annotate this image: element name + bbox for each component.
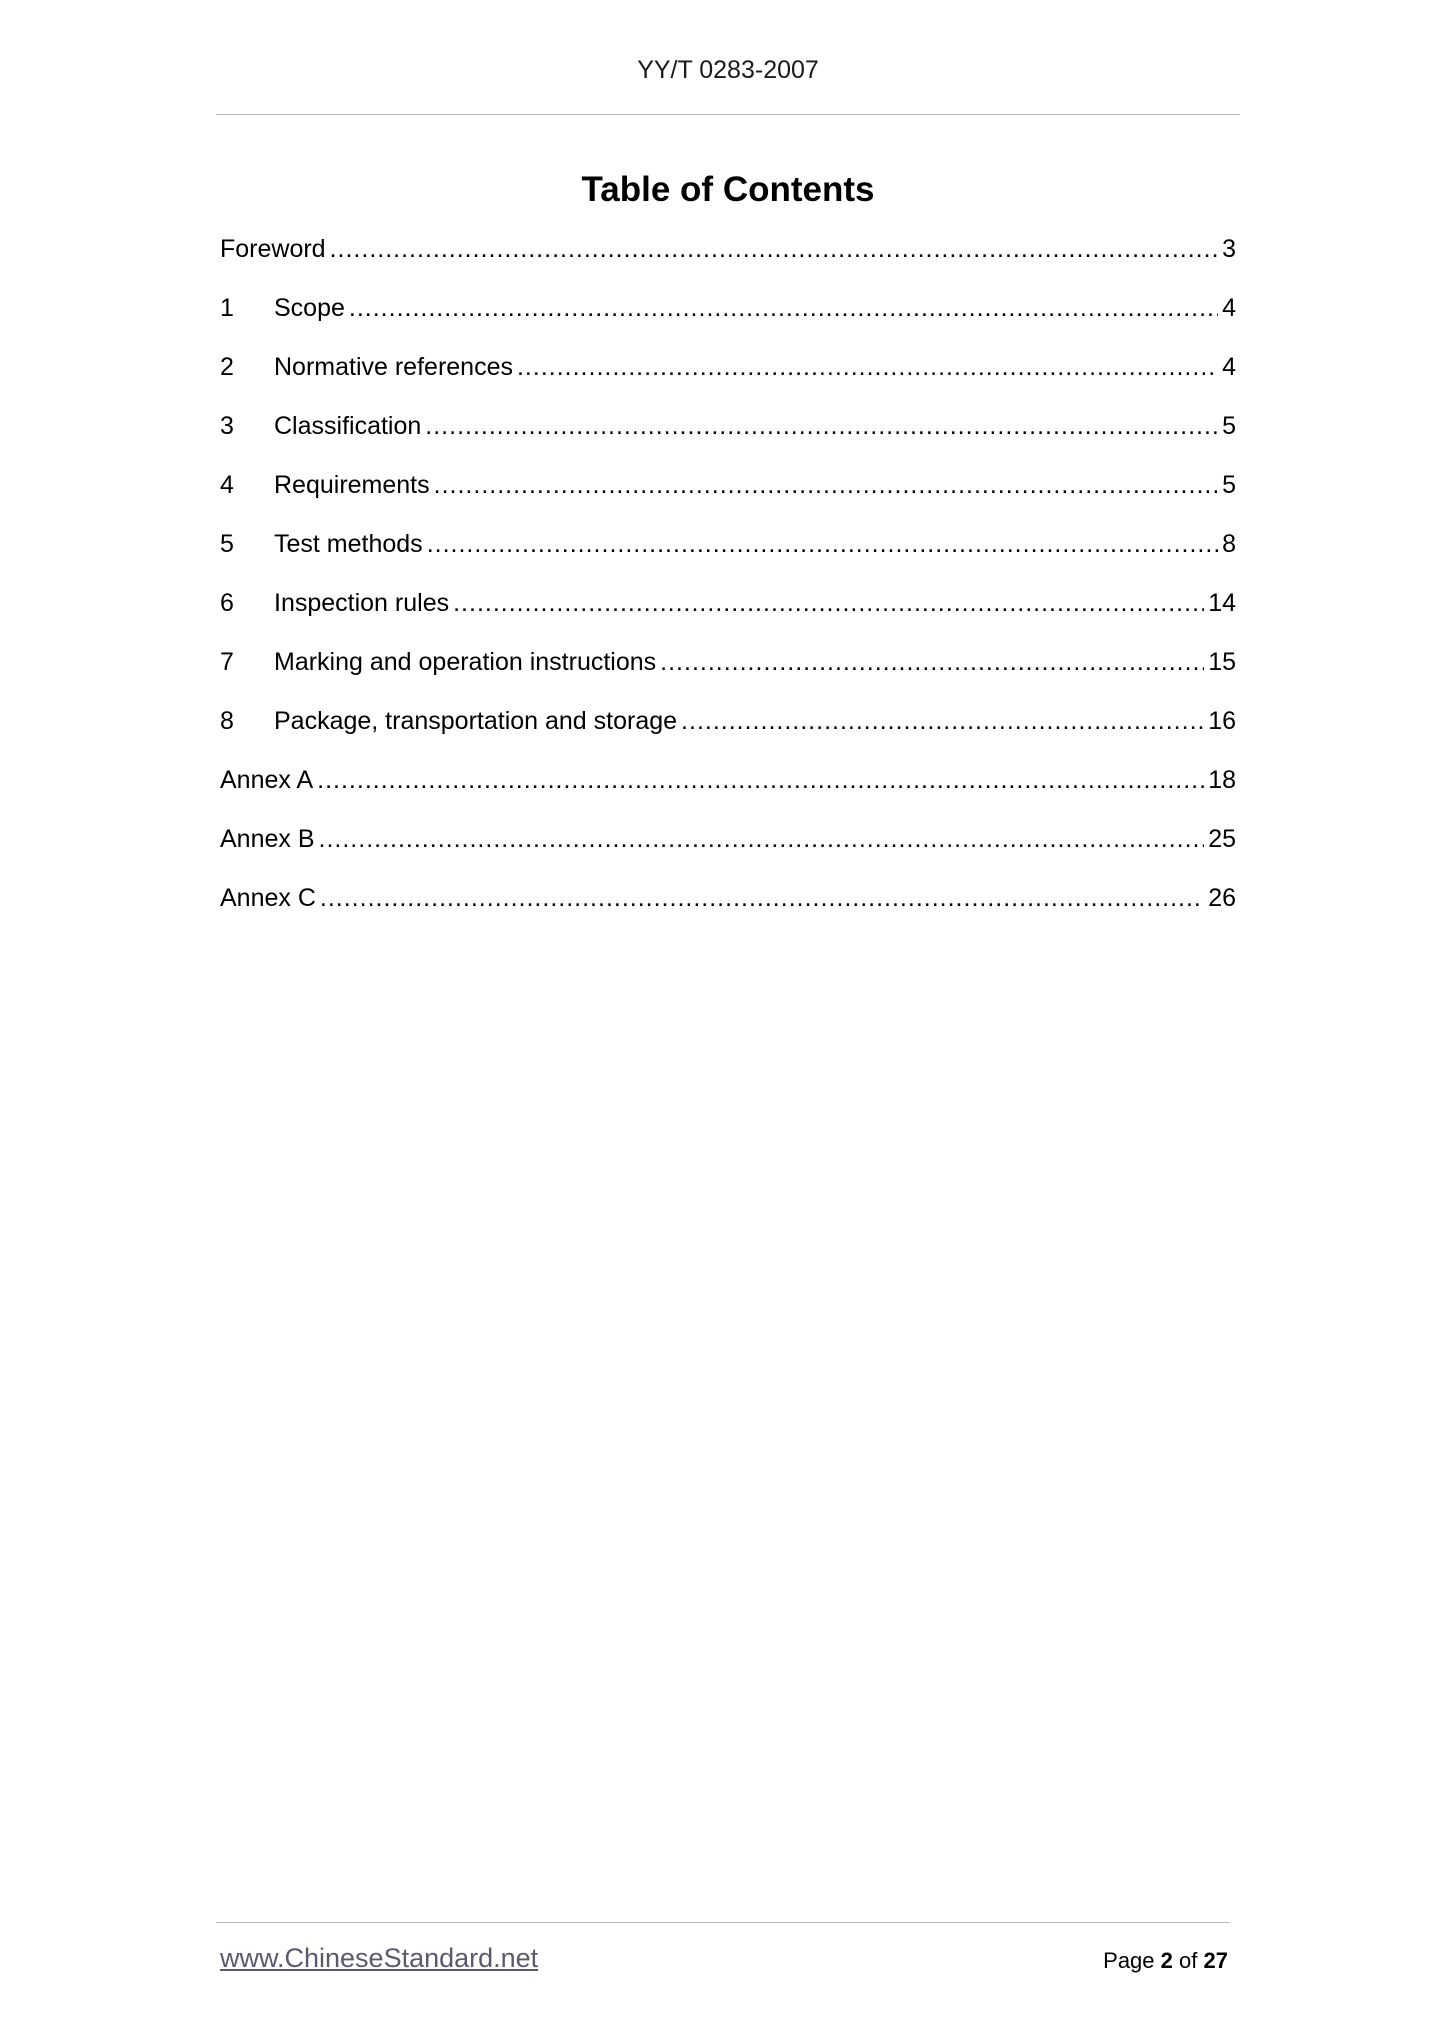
- toc-entry-label: Requirements: [274, 471, 430, 499]
- toc-entry-foreword[interactable]: [220, 229, 1236, 288]
- toc-entry-number: 1: [220, 294, 234, 322]
- toc-entry-scope[interactable]: [220, 288, 1236, 347]
- toc-entry-test-methods[interactable]: [220, 524, 1236, 583]
- header-divider: [216, 114, 1240, 115]
- toc-entry-label: Annex B: [220, 825, 315, 853]
- toc-entry-classification[interactable]: [220, 406, 1236, 465]
- toc-entry-label: Classification: [274, 412, 422, 440]
- toc-entry-label: Test methods: [274, 530, 423, 558]
- toc-dot-leader: [681, 701, 1204, 741]
- toc-title: Table of Contents: [581, 170, 875, 209]
- toc-dot-leader: [427, 524, 1218, 564]
- toc-entry-label: Package, transportation and storage: [274, 707, 678, 735]
- toc-entry-number: 2: [220, 353, 234, 381]
- toc-entry-page: 3: [1222, 235, 1236, 263]
- toc-entry-number: 8: [220, 707, 234, 735]
- page-of-label: of: [1179, 1948, 1198, 1973]
- toc-entry-label: Annex C: [220, 884, 316, 912]
- toc-entry-page: 14: [1208, 589, 1236, 617]
- toc-entry-annex-b[interactable]: [220, 819, 1236, 878]
- toc-dot-leader: [320, 878, 1204, 918]
- toc-entry-label: Scope: [274, 294, 345, 322]
- toc-entry-annex-a[interactable]: [220, 760, 1236, 819]
- toc-entry-page: 4: [1222, 353, 1236, 381]
- toc-entry-page: 16: [1208, 707, 1236, 735]
- toc-entry-number: 7: [220, 648, 234, 676]
- toc-dot-leader: [517, 347, 1218, 387]
- document-code-header: YY/T 0283-2007: [637, 56, 819, 84]
- toc-entry-marking-instructions[interactable]: [220, 642, 1236, 701]
- toc-dot-leader: [317, 760, 1204, 800]
- toc-entry-page: 5: [1222, 471, 1236, 499]
- toc-list: [220, 229, 1236, 937]
- toc-entry-label: Inspection rules: [274, 589, 450, 617]
- toc-dot-leader: [453, 583, 1204, 623]
- current-page-number: 2: [1160, 1948, 1173, 1973]
- toc-entry-label: Annex A: [220, 766, 314, 794]
- footer-divider: [216, 1922, 1230, 1923]
- toc-entry-page: 8: [1222, 530, 1236, 558]
- toc-entry-number: 5: [220, 530, 234, 558]
- toc-entry-label: Normative references: [274, 353, 513, 381]
- toc-dot-leader: [319, 819, 1205, 859]
- toc-entry-page: 18: [1208, 766, 1236, 794]
- total-pages-number: 27: [1203, 1948, 1228, 1973]
- toc-entry-number: 4: [220, 471, 234, 499]
- toc-entry-page: 26: [1208, 884, 1236, 912]
- toc-entry-inspection-rules[interactable]: [220, 583, 1236, 642]
- toc-entry-package-storage[interactable]: [220, 701, 1236, 760]
- page-number-indicator: [1103, 1948, 1228, 1974]
- toc-entry-page: 4: [1222, 294, 1236, 322]
- toc-entry-normative-references[interactable]: [220, 347, 1236, 406]
- toc-dot-leader: [434, 465, 1218, 505]
- page-prefix: Page: [1103, 1948, 1155, 1973]
- toc-dot-leader: [330, 229, 1219, 269]
- toc-entry-label: Marking and operation instructions: [274, 648, 657, 676]
- toc-entry-page: 5: [1222, 412, 1236, 440]
- toc-entry-requirements[interactable]: [220, 465, 1236, 524]
- toc-entry-label: Foreword: [220, 235, 326, 263]
- toc-entry-number: 6: [220, 589, 234, 617]
- toc-entry-annex-c[interactable]: [220, 878, 1236, 937]
- toc-dot-leader: [660, 642, 1204, 682]
- toc-dot-leader: [425, 406, 1218, 446]
- website-link[interactable]: www.ChineseStandard.net: [220, 1943, 539, 1973]
- toc-entry-page: 15: [1208, 648, 1236, 676]
- toc-entry-number: 3: [220, 412, 234, 440]
- toc-entry-page: 25: [1208, 825, 1236, 853]
- toc-dot-leader: [349, 288, 1218, 328]
